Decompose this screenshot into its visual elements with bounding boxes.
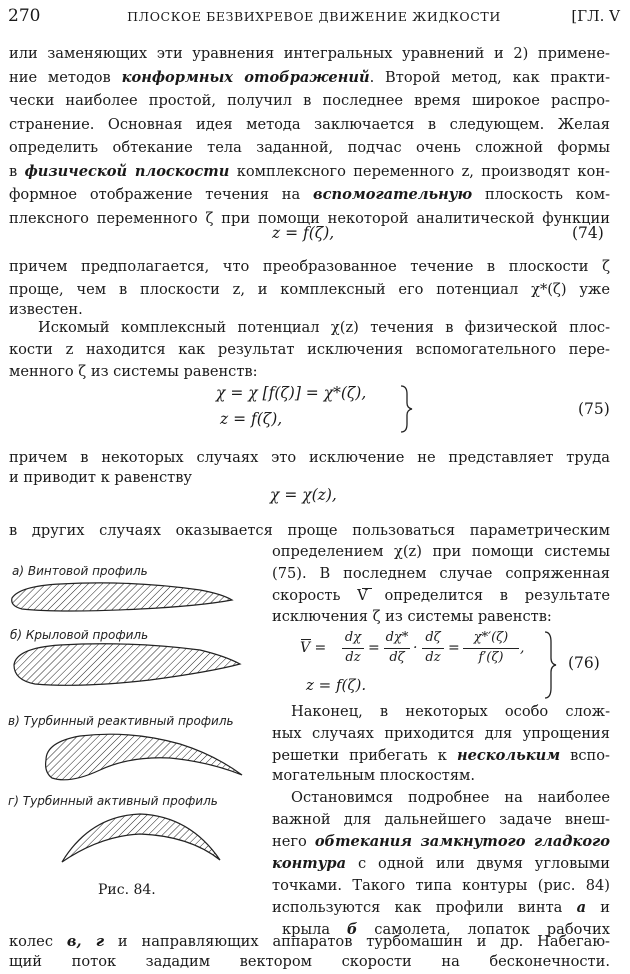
figure-label-d: г) Турбинный активный профиль <box>8 794 218 808</box>
paragraph-2-line-3: известен. <box>9 301 83 318</box>
paragraph-7-line-4: контура с одной или двумя угловыми <box>272 855 610 872</box>
paragraph-1-line-2: ние методов конформных отображений. Второй метод, как практи- <box>9 69 611 86</box>
wing-profile <box>14 644 240 686</box>
propeller-profile <box>12 583 232 611</box>
paragraph-7-line-7: крыла б самолета, лопаток рабочих <box>282 921 610 938</box>
paragraph-7-line-9: щий поток зададим вектором скорости на бесконечности. <box>9 953 610 970</box>
paragraph-7-line-5: точками. Такого типа контуры (рис. 84) <box>272 877 610 894</box>
paragraph-5-line-4: скорость V определится в результате <box>272 587 610 604</box>
paragraph-1-line-4: странение. Основная идея метода заключается в следующем. Желая <box>9 116 610 133</box>
eq76-frac3-num: dζ <box>425 630 441 645</box>
equation-74: z = f(ζ), <box>272 224 335 242</box>
paragraph-7-line-1: Остановимся подробнее на наиболее <box>291 789 610 806</box>
figure-label-a: а) Винтовой профиль <box>12 564 148 578</box>
paragraph-5-line-5: исключения ζ из системы равенств: <box>272 608 552 625</box>
running-title: ПЛОСКОЕ БЕЗВИХРЕВОЕ ДВИЖЕНИЕ ЖИДКОСТИ <box>127 9 501 24</box>
chapter-label: [ГЛ. V <box>571 7 620 25</box>
eq76-frac4-num: χ*′(ζ) <box>473 630 509 645</box>
paragraph-1-line-3: чески наиболее простой, получил в последнее время широкое распро- <box>9 92 610 109</box>
paragraph-3-line-3: менного ζ из системы равенств: <box>9 363 258 380</box>
paragraph-6-line-1: Наконец, в некоторых особо слож- <box>291 703 610 720</box>
paragraph-3-line-1: Искомый комплексный потенциал χ(z) течения в физической плос- <box>38 319 610 336</box>
paragraph-7-line-3: него обтекания замкнутого гладкого <box>272 833 611 850</box>
turbine-impulse-profile <box>62 814 220 862</box>
equation-76-number: (76) <box>568 654 600 672</box>
paragraph-6-line-3: решетки прибегать к нескольким вспо- <box>272 747 610 764</box>
term-several: нескольким <box>457 747 561 764</box>
eq76-eq1: = <box>368 640 380 656</box>
paragraph-5-line-1: в других случаях оказывается проще пользоваться параметрическим <box>9 522 610 539</box>
eq76-lhs: V = <box>300 640 327 656</box>
eq76-frac1-den: dz <box>345 650 361 665</box>
turbine-reaction-profile <box>46 734 242 780</box>
paragraph-7-line-8: колес в, г и направляющих аппаратов турбомашин и др. Набегаю- <box>9 933 610 950</box>
paragraph-6-line-2: ных случаях приходится для упрощения <box>272 725 610 742</box>
paragraph-1-line-8: плексного переменного ζ при помощи некоторой аналитической функции <box>9 210 610 227</box>
term-conformal-mappings: конформных отображений <box>121 69 370 86</box>
paragraph-4-line-1: причем в некоторых случаях это исключение не представляет труда <box>9 449 610 466</box>
term-flow-around: обтекания замкнутого гладкого <box>314 833 611 850</box>
paragraph-6-line-4: могательным плоскостям. <box>272 767 476 784</box>
eq76-line2: z = f(ζ). <box>306 676 367 694</box>
paragraph-7-line-6: используются как профили винта а и <box>272 899 611 916</box>
eq76-dot: · <box>413 640 418 656</box>
equation-75-line-1: χ = χ [f(ζ)] = χ*(ζ), <box>216 384 367 402</box>
paragraph-2-line-1: причем предполагается, что преобразованное течение в плоскости ζ <box>9 258 610 275</box>
eq76-frac1-num: dχ <box>344 630 362 645</box>
figure-label-b: б) Крыловой профиль <box>10 628 149 642</box>
paragraph-1-line-7: формное отображение течения на вспомогательную плоскость ком- <box>9 186 610 203</box>
paragraph-1-line-6: в физической плоскости комплексного переменного z, производят кон- <box>9 163 610 180</box>
term-auxiliary: вспомогательную <box>313 186 473 203</box>
paragraph-2-line-2: проще, чем в плоскости z, и комплексный его потенциал χ*(ζ) уже <box>9 281 610 298</box>
paragraph-4-line-2: и приводит к равенству <box>9 469 193 486</box>
eq76-frac4-den: f′(ζ) <box>478 650 504 665</box>
paragraph-3-line-2: кости z находится как результат исключения вспомогательного пере- <box>9 341 610 358</box>
equation-75-line-2: z = f(ζ), <box>220 410 283 428</box>
eq76-frac3-den: dz <box>425 650 441 665</box>
paragraph-5-line-3: (75). В последнем случае сопряженная <box>272 565 610 582</box>
figure-caption: Рис. 84. <box>98 882 156 898</box>
eq76-eq2: = <box>448 640 460 656</box>
equation-chi: χ = χ(z), <box>270 486 337 504</box>
page-number: 270 <box>8 6 41 26</box>
figure-label-c: в) Турбинный реактивный профиль <box>8 714 234 728</box>
equation-74-number: (74) <box>572 224 604 242</box>
paragraph-5-line-2: определением χ(z) при помощи системы <box>272 543 610 560</box>
term-physical-plane: физической плоскости <box>24 163 230 180</box>
eq76-frac2-den: dζ <box>389 650 405 665</box>
paragraph-1-line-5: определить обтекание тела заданной, подчас очень сложной формы <box>9 139 610 156</box>
eq76-frac2-num: dχ* <box>385 630 409 645</box>
paragraph-7-line-2: важной для дальнейшего задаче внеш- <box>272 811 610 828</box>
equation-75-number: (75) <box>578 400 610 418</box>
eq76-comma: , <box>520 640 525 656</box>
paragraph-1-line-1: или заменяющих эти уравнения интегральных уравнений и 2) примене- <box>9 45 610 62</box>
term-contour: контура <box>272 855 347 872</box>
